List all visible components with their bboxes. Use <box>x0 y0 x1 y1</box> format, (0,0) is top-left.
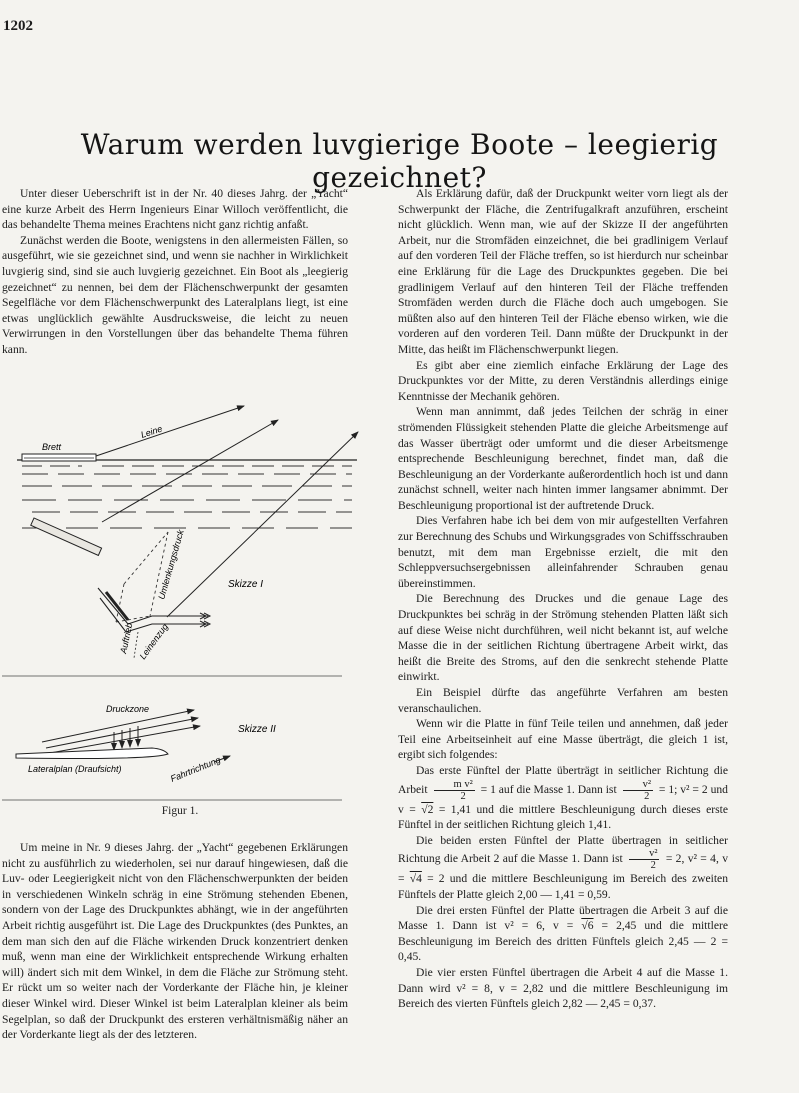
paragraph: Wenn man annimmt, daß jedes Teilchen der schräg in einer strömenden Flüssigkeit stehenden Platte die gleiche Arbeitsmenge auf das Wasser überträgt oder umformt und die dieser Arbeitsmenge entsprechende Beschleunigung berechnet, findet man, daß die Beschleunigung an der Vorderkante außerordentlich hoch ist und dann zunächst schnell, weiter nach hinten immer langsamer abnimmt. Der Beschleunigung proportional ist der auftretende Druck. <box>398 405 728 512</box>
figure-drawing <box>2 392 362 812</box>
paragraph: Die Berechnung des Druckes und die genaue Lage des Druckpunktes bei schräg in der Strömung stehenden Platten läßt sich auf diese Weise nicht durchführen, weil nicht bekannt ist, auf welche Masse die in der seitlichen Richtung übertragene Arbeit wirkt, das heißt die Breite des Stroms, auf den die senkrecht stehende Platte einwirkt. <box>398 592 728 684</box>
sqrt-2: √2 <box>421 802 434 816</box>
leine-line <box>96 406 244 456</box>
label-brett: Brett <box>42 442 62 452</box>
paragraph: Dies Verfahren habe ich bei dem von mir aufgestellten Verfahren zur Berechnung des Schubs und Wirkungsgrades von Schiffsschrauben benutzt, mit dem man Ergebnisse erzielt, die mit den Schleppversuchsergebnissen alleinfahrender Schrauben genau übereinstimmen. <box>398 514 728 590</box>
flow-lines-2 <box>42 710 200 753</box>
sqrt-4: √4 <box>409 872 422 886</box>
label-auftrieb: Auftrieb <box>118 621 135 655</box>
label-leine: Leine <box>139 423 164 440</box>
paragraph-equation-2: Die beiden ersten Fünftel der Platte übertragen in seitlicher Richtung die Arbeit 2 auf die Masse 1. Dann ist $\frac{\text{v²}}{2}$ = 2, v² = 4, v = √4 = 2 und die mittlere Beschleunigung im Bereich des zweiten Fünftels der Platte gleich 2,00 — 1,41 = 0,59. <box>398 833 728 901</box>
label-leinenzug: Leinenzug <box>137 621 171 662</box>
paragraph: Ein Beispiel dürfte das angeführte Verfahren am besten veranschaulichen. <box>398 686 728 715</box>
paragraph: Als Erklärung dafür, daß der Druckpunkt weiter vorn liegt als der Schwerpunkt der Fläche, die Zentrifugalkraft anzuführen, erscheint nicht glücklich. Wenn man, wie auf der Skizze II der angeführten Arbeit, nur die Stromfäden einzeichnet, die bei gradlinigem Verlauf auf den vorderen Teil der Fläche treffen, so ist hierdurch nur scheinbar eine Erklärung für die Lage des Druckpunktes gegeben. Die bei gradlinigem Verlauf auf den hinteren Teil der Fläche treffenden Stromfäden werden durch die Fläche doch auch umgebogen. Sie müßten also auf den hinteren Teil der Fläche ebenso wirken, wie die vorderen auf den vorderen Teil. Dann müßte der Druckpunkt in der Mitte, das heißt im Flächenschwerpunkt liegen. <box>398 187 728 356</box>
article-title: Warum werden luvgierige Boote – leegierig gezeichnet? <box>80 128 719 194</box>
pull-line-1 <box>102 420 278 522</box>
brett-board <box>22 454 96 461</box>
figure-1 <box>2 392 362 817</box>
left-column-top <box>2 186 348 358</box>
flow-arrows <box>200 613 210 627</box>
fraction-v2: $\frac{\text{v²}}{2}$ <box>623 779 653 802</box>
right-column <box>398 186 728 1012</box>
sqrt-6: √6 <box>581 919 594 933</box>
label-umlenkungsdruck: Umlenkungsdruck <box>156 528 186 601</box>
paragraph-equation-3: Die drei ersten Fünftel der Platte übertragen die Arbeit 3 auf die Masse 1. Dann ist v² = 6, v = √6 = 2,45 und die mittlere Beschleunigung im Bereich des dritten Fünftels gleich 2,45 — 2 = 0,45. <box>398 903 728 964</box>
paragraph: Die vier ersten Fünftel übertragen die Arbeit 4 auf die Masse 1. Dann wird v² = 8, v = 2,82 und die mittlere Beschleunigung im Bereich des vierten Fünftels gleich 2,82 — 2,45 = 0,37. <box>398 965 728 1011</box>
label-druckzone: Druckzone <box>106 704 150 714</box>
label-fahrtrichtung: Fahrtrichtung <box>169 754 222 784</box>
water-lines <box>22 466 352 528</box>
paragraph: Unter dieser Ueberschrift ist in der Nr. 40 dieses Jahrg. der „Yacht“ eine kurze Arbeit des Herrn Ingenieurs Einar Willoch veröffentlicht, die das behandelte Thema meines Erachtens nicht ganz richtig anfaßt. <box>2 187 348 232</box>
left-column-bottom <box>2 840 348 1043</box>
figure-caption: Figur 1. <box>161 805 199 817</box>
paragraph: Wenn wir die Platte in fünf Teile teilen und annehmen, daß jeder Teil eine Arbeitseinheit auf eine Masse überträgt, die gleich 1 ist, ergibt sich folgendes: <box>398 717 728 762</box>
label-lateralplan: Lateralplan (Draufsicht) <box>28 764 122 774</box>
lateralplan-hull <box>16 748 168 759</box>
paragraph: Zunächst werden die Boote, wenigstens in den allermeisten Fällen, so ausgeführt, wie sie gezeichnet sind, und wenn sie nachher in Wirklichkeit luvgierig sind, sind sie auch luvgierig gezeichnet. Ein Boot als „leegierig gezeichnet“ zu nennen, bei dem der Flächenschwerpunkt der gesamten Segelfläche vor dem Flächenschwerpunkt des Lateralplans liegt, ist eine etwas unglücklich gewählte Ausdrucksweise, die leicht zu neuen Verwirrungen in den Vorstellungen über das behandelte Thema führen kann. <box>2 233 348 356</box>
submerged-board <box>31 518 102 555</box>
paragraph: Es gibt aber eine ziemlich einfache Erklärung der Lage des Druckpunktes vor der Mitte, zu deren Verständnis allerdings einige Kenntnisse der Mechanik gehören. <box>398 358 728 403</box>
fraction-v2-b: $\frac{\text{v²}}{2}$ <box>629 848 659 871</box>
label-skizze-2: Skizze II <box>238 724 276 735</box>
paragraph-equation-1: Das erste Fünftel der Platte überträgt in seitlicher Richtung die Arbeit $\frac{\text{m v²}}{2}$ = 1 auf die Masse 1. Dann ist $\frac{\text{v²}}{2}$ = 1; v² = 2 und v = √2 = 1,41 und die mittlere Beschleunigung durch dieses erste Fünftel in der seitlichen Richtung gleich 1,41. <box>398 763 728 832</box>
label-skizze-1: Skizze I <box>228 579 264 590</box>
force-diagram <box>116 532 168 622</box>
page-number: 1202 <box>3 18 33 34</box>
paragraph: Um meine in Nr. 9 dieses Jahrg. der „Yacht“ gegebenen Erklärungen nicht zu ausführlich zu wiederholen, sei nur darauf hingewiesen, daß die Luv- oder Leegierigkeit nicht von den Flächenschwerpunkten der beiden in verschiedenen Winkeln schräg in eine Strömung stehenden Ebenen, sondern von der Lage des Druckpunktes abhängt, wie in der angeführten Arbeit richtig ausgeführt ist. Die Lage des Druckpunktes (des Punktes, an dem man sich den auf die Fläche wirkenden Druck konzentriert denken muß, wenn man eine der Wirklichkeit entsprechende Wirkung erhalten will) ändert sich mit dem Winkel, in dem die Fläche zur Strömung steht. Er rückt um so weiter nach der Vorderkante der Fläche hin, je kleiner dieser Winkel wird. Dieser Winkel ist beim Lateralplan kleiner als beim Segelplan, so daß der Druckpunkt des ersteren verhältnismäßig näher an der Vorderkante liegt als der des letzteren. <box>2 841 348 1042</box>
fraction-mv2: $\frac{\text{m v²}}{2}$ <box>434 779 475 802</box>
